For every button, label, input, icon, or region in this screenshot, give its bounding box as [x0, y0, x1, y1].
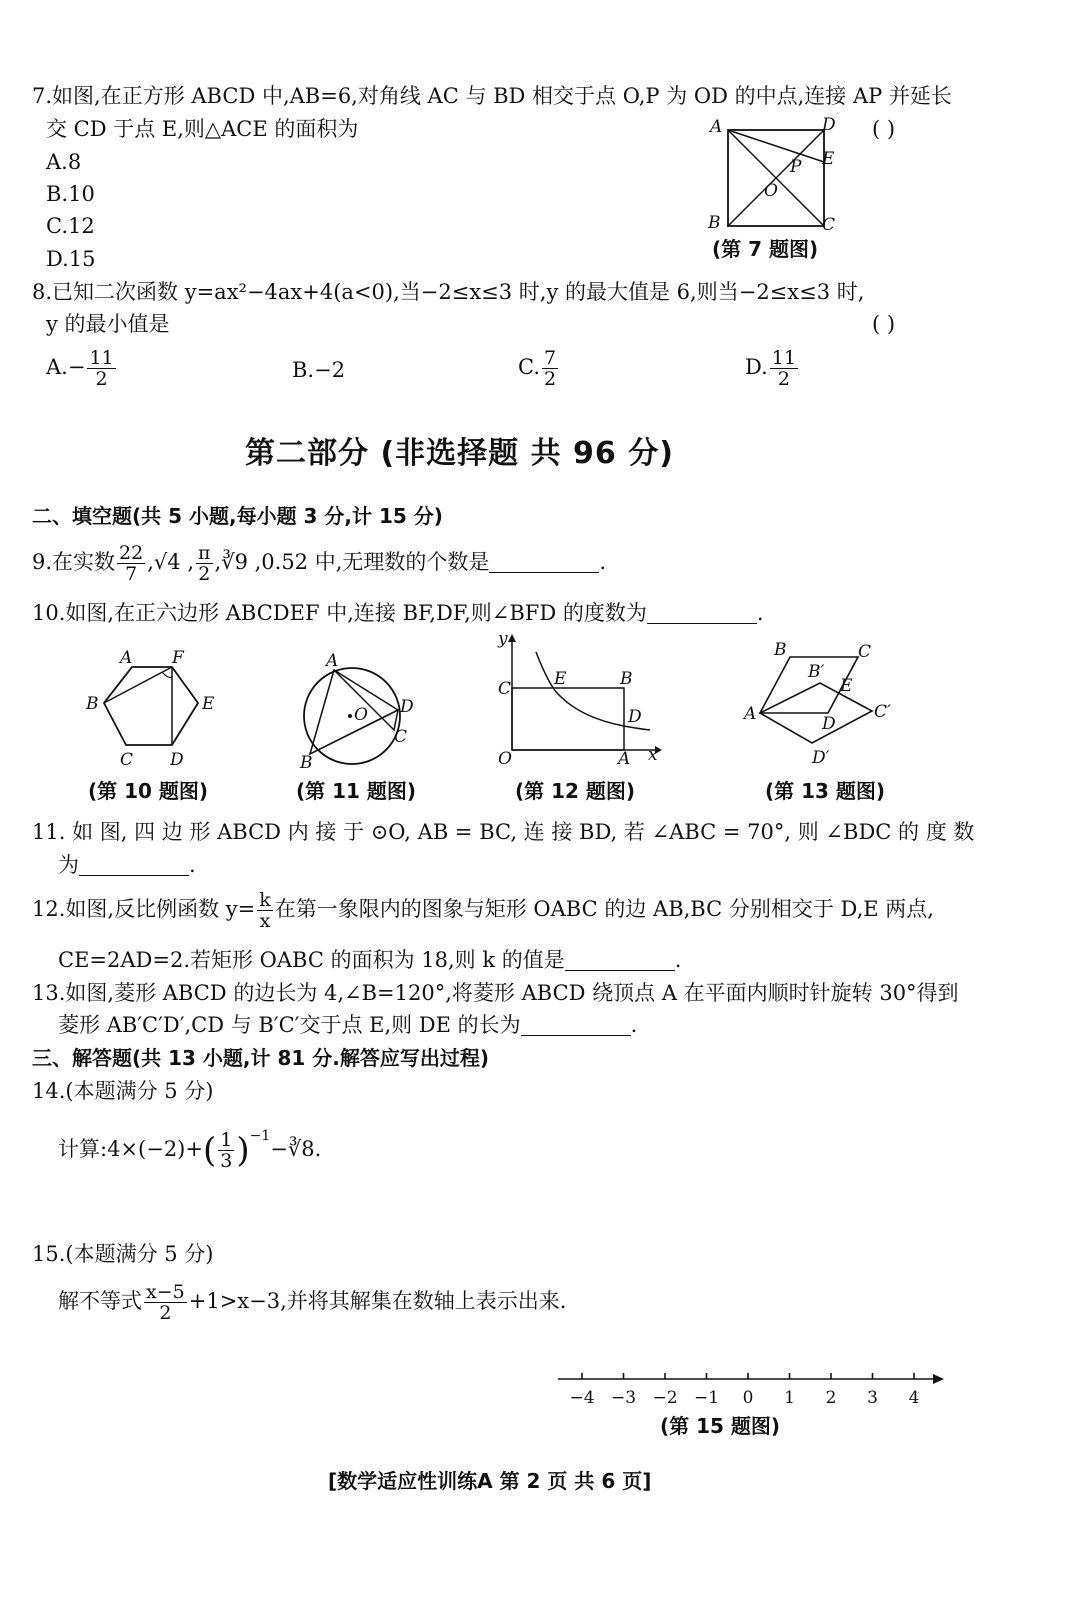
- f12-label-d: D: [628, 707, 642, 727]
- q7-label-o: O: [764, 181, 778, 201]
- number-line-tick-label: −4: [569, 1388, 595, 1408]
- q7-line2: 交 CD 于点 E,则△ACE 的面积为: [46, 117, 359, 141]
- q13-line2: 菱形 AB′C′D′,CD 与 B′C′交于点 E,则 DE 的长为 .: [58, 1013, 638, 1037]
- number-line-tick-label: −2: [652, 1388, 678, 1408]
- figure-13-caption: (第 13 题图): [765, 779, 886, 803]
- f13-label-c: C: [858, 642, 872, 662]
- q13-line1: 13.如图,菱形 ABCD 的边长为 4,∠B=120°,将菱形 ABCD 绕顶点 A 在平面内顺时针旋转 30°得到: [32, 981, 959, 1005]
- q7-label-b: B: [708, 213, 721, 233]
- q11-line1: 11. 如 图, 四 边 形 ABCD 内 接 于 ⊙O, AB = BC, 连 接 BD, 若 ∠ABC = 70°, 则 ∠BDC 的 度 数: [32, 820, 975, 844]
- q15-number-line: [550, 1365, 950, 1413]
- q9-answer-blank: [489, 550, 599, 573]
- figure-11-circle: [290, 650, 430, 775]
- q12-line1: 12.如图,反比例函数 y= $\frac{k}{x}$ 在第一象限内的图象与矩形 OABC 的边 AB,BC 分别相交于 D,E 两点,: [32, 889, 934, 932]
- q7-option-c: C.12: [46, 214, 95, 238]
- page-footer: [数学适应性训练A 第 2 页 共 6 页]: [328, 1469, 652, 1493]
- figure-12-plot: [490, 630, 670, 775]
- q14-heading: 14.(本题满分 5 分): [32, 1079, 214, 1103]
- q7-label-a: A: [710, 117, 723, 137]
- q15-heading: 15.(本题满分 5 分): [32, 1242, 214, 1266]
- f10-label-a: A: [120, 648, 133, 668]
- f10-label-b: B: [86, 694, 99, 714]
- number-line-tick-label: 4: [908, 1388, 920, 1408]
- section3-heading: 三、解答题(共 13 小题,计 81 分.解答应写出过程): [32, 1046, 489, 1070]
- f13-label-d-prime: D′: [812, 748, 830, 768]
- q7-caption: (第 7 题图): [712, 237, 819, 261]
- q10-answer-blank: [647, 601, 757, 624]
- q7-option-d: D.15: [46, 247, 96, 271]
- q8-option-b: B.−2: [292, 358, 346, 382]
- q10: 10.如图,在正六边形 ABCDEF 中,连接 BF,DF,则∠BFD 的度数为 .: [32, 601, 764, 625]
- f11-label-a: A: [326, 651, 339, 671]
- f12-label-o: O: [498, 749, 512, 769]
- f13-label-d: D: [822, 714, 836, 734]
- f11-label-c: C: [394, 727, 408, 747]
- number-line-tick-label: 2: [825, 1388, 837, 1408]
- figure-10-caption: (第 10 题图): [88, 779, 209, 803]
- figure-11-caption: (第 11 题图): [296, 779, 417, 803]
- part2-title: 第二部分 (非选择题 共 96 分): [245, 436, 674, 471]
- q8-option-a: A.− $\frac{11}{2}$: [46, 347, 114, 390]
- q9: 9.在实数 $\frac{22}{7}$ ,√4 , $\frac{\pi}{2}$ ,∛9 ,0.52 中,无理数的个数是 .: [32, 542, 607, 585]
- q7-label-d: D: [822, 115, 836, 135]
- q7-line1: 7.如图,在正方形 ABCD 中,AB=6,对角线 AC 与 BD 相交于点 O,P 为 OD 的中点,连接 AP 并延长: [32, 84, 952, 108]
- figure-12-caption: (第 12 题图): [515, 779, 636, 803]
- f12-label-a: A: [618, 749, 631, 769]
- q11-line2: 为 .: [58, 853, 196, 877]
- q8-line1: 8.已知二次函数 y=ax²−4ax+4(a<0),当−2≤x≤3 时,y 的最大值是 6,则当−2≤x≤3 时,: [32, 280, 865, 304]
- figure-10-hexagon: [80, 645, 230, 775]
- q14-expression: 计算:4×(−2)+( $\frac{1}{3}$ )$^{-1}$−∛8.: [58, 1128, 322, 1172]
- q15-caption: (第 15 题图): [660, 1414, 781, 1438]
- f12-label-c: C: [498, 679, 512, 699]
- q8-line2: y 的最小值是: [46, 312, 170, 336]
- f12-label-e: E: [554, 669, 567, 689]
- q8-option-c: C. $\frac{7}{2}$: [518, 347, 557, 390]
- q12-line2: CE=2AD=2.若矩形 OABC 的面积为 18,则 k 的值是 .: [58, 948, 682, 972]
- number-line-tick-label: −3: [610, 1388, 637, 1408]
- q7-paren: ( ): [872, 117, 896, 141]
- f11-label-b: B: [300, 753, 313, 773]
- figure-13-rhombus: [740, 635, 900, 775]
- number-line-tick-label: 3: [867, 1388, 878, 1408]
- q15-text: 解不等式 $\frac{x-5}{2}$ +1>x−3,并将其解集在数轴上表示出来.: [58, 1281, 567, 1324]
- f10-label-c: C: [120, 750, 134, 770]
- number-line-tick-label: 1: [784, 1388, 795, 1408]
- q7-label-p: P: [790, 157, 802, 177]
- f12-label-b: B: [620, 669, 633, 689]
- q7-option-a: A.8: [46, 150, 82, 174]
- f11-label-o: O: [354, 705, 368, 725]
- f12-label-x: x: [648, 745, 658, 765]
- number-line-tick-label: 0: [742, 1388, 754, 1408]
- f10-label-e: E: [202, 694, 215, 714]
- f12-label-y: y: [498, 630, 508, 649]
- number-line-tick-label: −1: [693, 1388, 720, 1408]
- q7-label-c: C: [822, 215, 836, 235]
- f13-label-b-prime: B′: [808, 662, 825, 682]
- f13-label-c-prime: C′: [874, 702, 891, 722]
- f11-label-d: D: [400, 697, 414, 717]
- q7-option-b: B.10: [46, 182, 95, 206]
- section2-heading: 二、填空题(共 5 小题,每小题 3 分,计 15 分): [32, 504, 443, 528]
- q8-paren: ( ): [872, 312, 896, 336]
- f10-label-d: D: [170, 750, 184, 770]
- f13-label-b: B: [774, 640, 787, 660]
- q12-answer-blank: [565, 948, 675, 971]
- q7-square-figure: [690, 110, 850, 235]
- q11-answer-blank: [79, 853, 189, 876]
- q7-label-e: E: [822, 149, 835, 169]
- f10-label-f: F: [172, 648, 184, 668]
- q8-option-d: D. $\frac{11}{2}$: [745, 347, 796, 390]
- f13-label-e: E: [840, 676, 853, 696]
- f13-label-a: A: [744, 704, 757, 724]
- q13-answer-blank: [521, 1013, 631, 1036]
